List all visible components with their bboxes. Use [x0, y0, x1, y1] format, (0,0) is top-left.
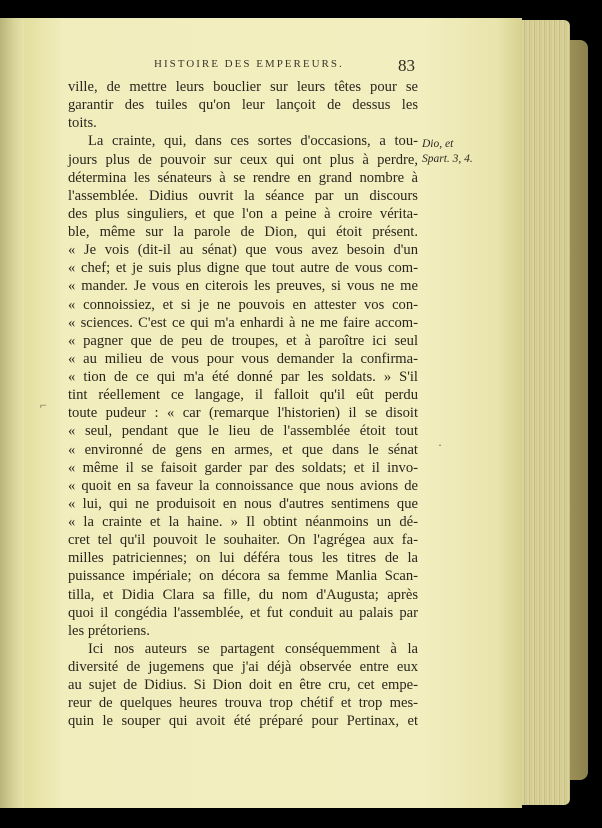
text-line: des plus singuliers, et que l'on a peine à croire vérita-	[68, 205, 418, 222]
text-line: reur de quelques heures trouva trop chétif et trop mes-	[68, 695, 418, 712]
text-line: cret tel qu'il pouvoit le souhaiter. On l'agrégea aux fa-	[68, 532, 418, 549]
text-line: « connoissiez, et si je ne pouvois en attester vos con-	[68, 296, 418, 313]
text-line: « chef; et je suis plus digne que tout autre de vous com-	[68, 260, 418, 277]
text-line: quin le souper qui avoit été préparé pour Pertinax, et	[68, 713, 418, 730]
text-line: « même il se faisoit garder par des soldats; et il invo-	[68, 459, 418, 476]
text-line: « la crainte et la haine. » Il obtint néanmoins un dé-	[68, 514, 418, 530]
text-line: l'assemblée. Didius ouvrit la séance par un discours	[68, 187, 418, 204]
text-line: tint réellement ce langage, il falloit qu'il eût perdu	[68, 387, 418, 404]
text-line: « tion de ce qui m'a été donné par les soldats. » S'il	[68, 369, 418, 385]
text-line: puissance impériale; on décora sa femme Manlia Scan-	[68, 568, 418, 585]
text-line: « lui, qui ne produisoit en nous d'autres sentimens que	[68, 495, 418, 512]
page-body-text	[68, 78, 418, 731]
text-line: au sujet de Didius. Si Dion doit en être cru, cet empe-	[68, 677, 418, 694]
text-line: quoi il congédia l'assemblée, et fut conduit au palais par	[68, 604, 418, 621]
text-line: garantir des tuiles qu'on leur lançoit de dessus les	[68, 97, 418, 114]
text-line: La crainte, qui, dans ces sortes d'occasions, a tou-	[88, 133, 418, 150]
text-line: Ici nos auteurs se partagent conséquemment à la	[88, 640, 418, 657]
text-line: ble, même sur la parole de Dion, qui étoit présent.	[68, 224, 418, 240]
text-line: « Je vois (dit-il au sénat) que vous avez besoin d'un	[68, 242, 418, 259]
text-line: les prétoriens.	[68, 622, 150, 639]
text-line: « seul, pendant que le lieu de l'assemblée étoit tout	[68, 423, 418, 440]
text-line: diversité de jugemens que j'ai déjà observée entre eux	[68, 659, 418, 675]
margin-note-line: Spart. 3, 4.	[422, 153, 473, 165]
text-line: « mander. Je vous en citerois les preuves, si vous ne me	[68, 278, 418, 295]
text-line: ville, de mettre leurs bouclier sur leurs têtes pour se	[68, 79, 418, 95]
page-edges	[520, 20, 570, 805]
text-line: détermina les sénateurs à se rendre en grand nombre à	[68, 169, 418, 186]
text-line: « au milieu de vous pour vous demander la confirma-	[68, 350, 418, 367]
text-line: toute pudeur : « car (remarque l'historien) il se disoit	[68, 405, 418, 422]
text-line: jours plus de pouvoir sur ceux qui ont plus à perdre,	[68, 151, 418, 168]
running-head: HISTOIRE DES EMPEREURS.	[154, 58, 344, 70]
margin-note-line: Dio, et	[422, 138, 454, 150]
margin-mark: ·	[438, 438, 442, 452]
text-line: tilla, et Didia Clara sa fille, du nom d'Augusta; après	[68, 586, 418, 603]
margin-note	[422, 137, 473, 167]
text-line: « sciences. C'est ce qui m'a enhardi à ne me faire accom-	[68, 314, 418, 331]
text-line: « pagner que de peu de troupes, et à paroître ici seul	[68, 332, 418, 349]
binding-gutter	[0, 18, 24, 808]
margin-mark: ⌐	[40, 398, 47, 412]
text-line: « quoit en sa faveur la connoissance que nous avions de	[68, 477, 418, 494]
text-line: toits.	[68, 115, 97, 132]
text-line: milles patriciennes; on lui déféra tous les titres de la	[68, 550, 418, 567]
text-line: « environné de gens en armes, et que dans le sénat	[68, 441, 418, 458]
page-number: 83	[398, 56, 415, 75]
